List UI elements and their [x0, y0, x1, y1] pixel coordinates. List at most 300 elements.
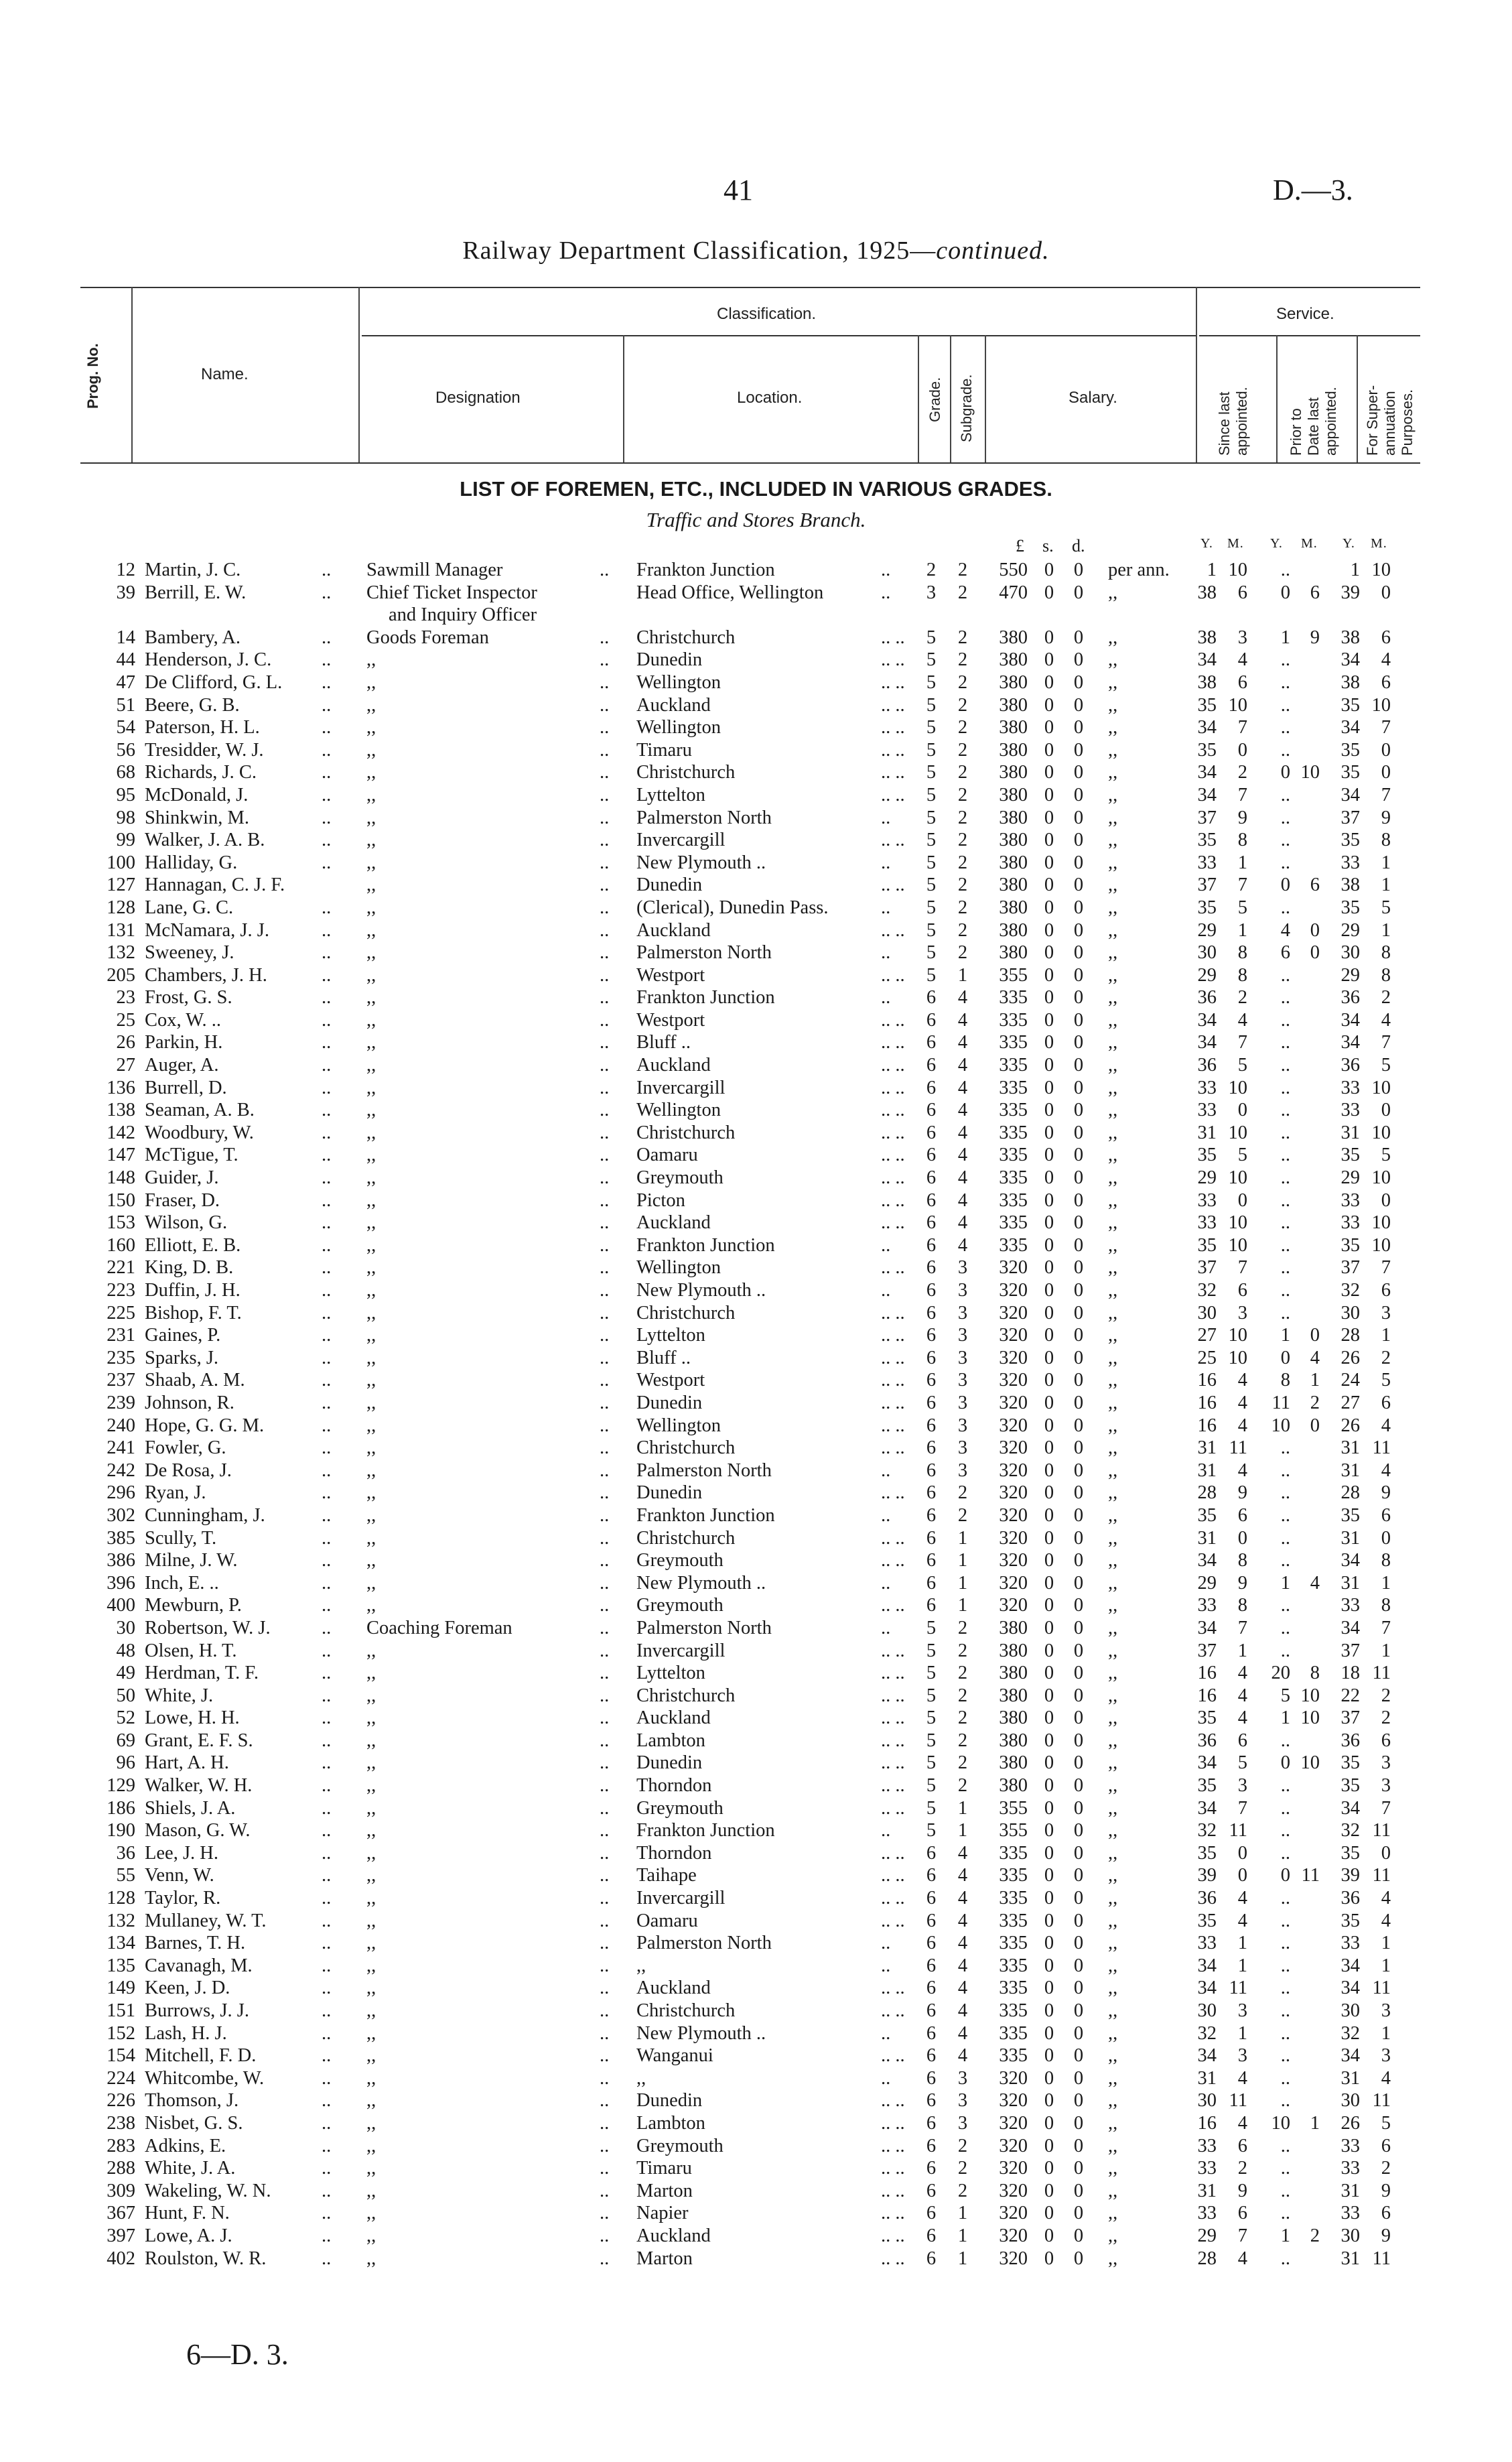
cell-y2: ..: [1280, 2022, 1290, 2044]
cell-pounds: 335: [999, 1234, 1028, 1256]
cell-per: ,,: [1108, 2135, 1118, 2156]
cell-y3: 39: [1341, 1865, 1360, 1886]
cell-name: Seaman, A. B.: [145, 1100, 255, 1121]
cell-y1: 36: [1197, 987, 1217, 1009]
cell-d2: ..: [600, 1145, 610, 1166]
cell-loc: Dunedin: [636, 2090, 703, 2112]
cell-y1: 35: [1197, 897, 1217, 918]
cell-s: 0: [1044, 627, 1054, 648]
cell-per: ,,: [1108, 987, 1118, 1009]
cell-d3: .. ..: [881, 1595, 905, 1616]
cell-loc: (Clerical), Dunedin Pass.: [636, 897, 829, 918]
cell-m1: 4: [1237, 1392, 1247, 1413]
cell-y2: 8: [1280, 1370, 1290, 1391]
cell-grade: 6: [926, 1325, 937, 1346]
cell-d3: .. ..: [881, 1009, 905, 1031]
cell-m3: 2: [1381, 1685, 1391, 1706]
cell-y2: ..: [1280, 1189, 1290, 1211]
cell-y3: 22: [1341, 1685, 1360, 1706]
table-row: [0, 1099, 1512, 1122]
cell-pounds: 380: [999, 1775, 1028, 1797]
cell-desig: ,,: [366, 2180, 376, 2201]
cell-s: 0: [1044, 1640, 1054, 1661]
cell-m3: 6: [1381, 1392, 1391, 1413]
cell-d1: ..: [322, 1707, 332, 1729]
cell-y3: 30: [1341, 2000, 1360, 2021]
cell-s: 0: [1044, 1572, 1054, 1594]
cell-d3: .. ..: [881, 739, 905, 761]
cell-d1: ..: [322, 1234, 332, 1256]
cell-m1: 4: [1237, 1415, 1247, 1436]
cell-y1: 38: [1197, 582, 1217, 603]
cell-d3: ..: [881, 1280, 891, 1301]
cell-d3: ..: [881, 1955, 891, 1976]
cell-d1: ..: [322, 1212, 332, 1234]
cell-desig: ,,: [366, 1055, 376, 1076]
cell-m3: 3: [1381, 1752, 1391, 1774]
cell-grade: 6: [926, 1595, 937, 1616]
cell-d1: ..: [322, 560, 332, 580]
cell-y2: ..: [1280, 1820, 1290, 1841]
cell-s: 0: [1044, 2158, 1054, 2179]
cell-per: ,,: [1108, 1550, 1118, 1571]
table-row: [0, 1009, 1512, 1032]
cell-m1: 10: [1228, 1325, 1247, 1346]
cell-y3: 35: [1341, 1234, 1360, 1256]
cell-d3: .. ..: [881, 2045, 905, 2067]
cell-y1: 16: [1197, 1415, 1217, 1436]
cell-y1: 37: [1197, 1640, 1217, 1661]
cell-d: 0: [1073, 784, 1084, 805]
cell-d2: ..: [600, 1797, 610, 1819]
cell-d1: ..: [322, 1685, 332, 1706]
cell-s: 0: [1044, 1325, 1054, 1346]
cell-name: Berrill, E. W.: [145, 582, 247, 603]
cell-y1: 38: [1197, 671, 1217, 693]
cell-desig: Sawmill Manager: [366, 560, 503, 580]
cell-name: Henderson, J. C.: [145, 649, 272, 671]
cell-desig: ,,: [366, 1640, 376, 1661]
cell-y2: ..: [1280, 671, 1290, 693]
cell-s: 0: [1044, 1032, 1054, 1053]
cell-m3: 0: [1381, 1842, 1391, 1864]
cell-grade: 6: [926, 2090, 937, 2112]
cell-loc: Christchurch: [636, 627, 736, 648]
cell-m2: 0: [1310, 1415, 1320, 1436]
cell-m1: 11: [1229, 2090, 1247, 2112]
cell-desig: ,,: [366, 1145, 376, 1166]
cell-d: 0: [1073, 897, 1084, 918]
cell-sub: 4: [957, 1009, 968, 1031]
cell-y3: 34: [1341, 1550, 1360, 1571]
cell-d: 0: [1073, 964, 1084, 986]
cell-loc: Invercargill: [636, 1640, 726, 1661]
cell-m3: 1: [1381, 919, 1391, 941]
cell-pounds: 335: [999, 1122, 1028, 1143]
cell-d3: .. ..: [881, 1865, 905, 1886]
cell-y1: 34: [1197, 717, 1217, 738]
cell-d2: ..: [600, 2112, 610, 2134]
table-row: [0, 1752, 1512, 1774]
cell-sub: 4: [957, 1888, 968, 1909]
cell-no: 138: [107, 1100, 135, 1121]
cell-d: 0: [1073, 739, 1084, 761]
cell-name: White, J. A.: [145, 2158, 236, 2179]
cell-y3: 31: [1341, 1527, 1360, 1549]
cell-d1: ..: [322, 1392, 332, 1413]
cell-m1: 4: [1237, 1370, 1247, 1391]
cell-name: Mullaney, W. T.: [145, 1910, 267, 1931]
cell-d: 0: [1073, 1032, 1084, 1053]
cell-grade: 5: [926, 942, 937, 964]
cell-d: 0: [1073, 1617, 1084, 1638]
cell-no: 48: [116, 1640, 135, 1661]
cell-name: Hunt, F. N.: [145, 2203, 230, 2224]
cell-per: ,,: [1108, 2000, 1118, 2021]
cell-y2: ..: [1280, 1280, 1290, 1301]
cell-desig: ,,: [366, 1572, 376, 1594]
cell-d2: ..: [600, 1009, 610, 1031]
cell-y2: ..: [1280, 2000, 1290, 2021]
cell-desig: ,,: [366, 987, 376, 1009]
cell-name: Guider, J.: [145, 1167, 219, 1189]
cell-per: ,,: [1108, 897, 1118, 918]
cell-y2: ..: [1280, 1302, 1290, 1323]
cell-y1: 29: [1197, 1167, 1217, 1189]
cell-s: 0: [1044, 2180, 1054, 2201]
cell-m3: 6: [1381, 1280, 1391, 1301]
cell-per: ,,: [1108, 942, 1118, 964]
cell-sub: 3: [957, 1460, 968, 1481]
cell-m1: 6: [1237, 2203, 1247, 2224]
cell-y2: ..: [1280, 1910, 1290, 1931]
cell-loc: Picton: [636, 1189, 685, 1211]
cell-no: 26: [116, 1032, 135, 1053]
cell-grade: 5: [926, 627, 937, 648]
cell-no: 240: [107, 1415, 135, 1436]
cell-desig: ,,: [366, 1797, 376, 1819]
cell-m2: 8: [1310, 1663, 1320, 1684]
cell-d1: ..: [322, 1752, 332, 1774]
cell-grade: 6: [926, 1527, 937, 1549]
cell-d3: .. ..: [881, 1685, 905, 1706]
cell-sub: 3: [957, 2067, 968, 2089]
cell-desig: ,,: [366, 2045, 376, 2067]
cell-s: 0: [1044, 1550, 1054, 1571]
table-row: [0, 897, 1512, 919]
cell-m1: 10: [1228, 1212, 1247, 1234]
cell-m3: 1: [1381, 1325, 1391, 1346]
cell-y1: 33: [1197, 1100, 1217, 1121]
cell-d1: ..: [322, 1077, 332, 1098]
cell-d: 0: [1073, 987, 1084, 1009]
cell-y1: 34: [1197, 1978, 1217, 1999]
table-row: [0, 1910, 1512, 1933]
cell-d1: ..: [322, 717, 332, 738]
cell-d3: ..: [881, 2067, 891, 2089]
cell-loc: Greymouth: [636, 1167, 724, 1189]
cell-sub: 4: [957, 2022, 968, 2044]
cell-sub: 4: [957, 1842, 968, 1864]
cell-m3: 2: [1381, 987, 1391, 1009]
cell-pounds: 380: [999, 874, 1028, 896]
cell-y3: 34: [1341, 1797, 1360, 1819]
cell-m1: 0: [1237, 1527, 1247, 1549]
cell-y3: 34: [1341, 1032, 1360, 1053]
cell-pounds: 320: [999, 1572, 1028, 1594]
prior-to-header: Prior to Date last appointed.: [1288, 387, 1339, 456]
cell-sub: 4: [957, 1955, 968, 1976]
cell-d1: ..: [322, 1617, 332, 1638]
cell-m1: 4: [1237, 2248, 1247, 2269]
cell-d1: ..: [322, 649, 332, 671]
cell-loc: Dunedin: [636, 1752, 703, 1774]
table-row: [0, 1977, 1512, 2000]
cell-sub: 3: [957, 1392, 968, 1413]
cell-s: 0: [1044, 560, 1054, 580]
cell-y2: ..: [1280, 1640, 1290, 1661]
cell-name: Halliday, G.: [145, 852, 238, 873]
cell-name: King, D. B.: [145, 1257, 234, 1279]
cell-m1: 6: [1237, 1504, 1247, 1526]
cell-grade: 6: [926, 1167, 937, 1189]
cell-s: 0: [1044, 1234, 1054, 1256]
cell-name: Roulston, W. R.: [145, 2248, 267, 2269]
cell-pounds: 380: [999, 1685, 1028, 1706]
cell-grade: 6: [926, 1865, 937, 1886]
table-row: [0, 942, 1512, 964]
cell-y2: ..: [1280, 897, 1290, 918]
cell-y2: ..: [1280, 2090, 1290, 2112]
classification-rule: [362, 335, 1196, 336]
cell-d3: .. ..: [881, 762, 905, 783]
cell-d1: ..: [322, 919, 332, 941]
cell-desig: ,,: [366, 897, 376, 918]
cell-d: 0: [1073, 649, 1084, 671]
cell-d1: ..: [322, 2203, 332, 2224]
table-row: [0, 1685, 1512, 1707]
cell-per: ,,: [1108, 762, 1118, 783]
cell-no: 153: [107, 1212, 135, 1234]
cell-pounds: 380: [999, 897, 1028, 918]
cell-d3: .. ..: [881, 1077, 905, 1098]
cell-no: 397: [107, 2225, 135, 2246]
cell-loc: Timaru: [636, 739, 692, 761]
cell-d3: .. ..: [881, 1797, 905, 1819]
cell-m2: 0: [1310, 942, 1320, 964]
cell-grade: 5: [926, 1797, 937, 1819]
cell-m1: 1: [1237, 1933, 1247, 1954]
cell-name: Gaines, P.: [145, 1325, 221, 1346]
cell-desig: ,,: [366, 1730, 376, 1751]
cell-name: Ryan, J.: [145, 1482, 206, 1504]
cell-no: 186: [107, 1797, 135, 1819]
cell-d: 0: [1073, 807, 1084, 828]
cell-s: 0: [1044, 671, 1054, 693]
cell-d3: .. ..: [881, 1888, 905, 1909]
cell-y2: ..: [1280, 1933, 1290, 1954]
cell-desig: ,,: [366, 1347, 376, 1368]
cell-per: ,,: [1108, 1167, 1118, 1189]
cell-d1: ..: [322, 1888, 332, 1909]
cell-d1: ..: [322, 2000, 332, 2021]
cell-per: ,,: [1108, 1617, 1118, 1638]
cell-d3: ..: [881, 582, 891, 603]
cell-d: 0: [1073, 1347, 1084, 1368]
cell-name: Lowe, H. H.: [145, 1707, 240, 1729]
cell-no: 238: [107, 2112, 135, 2134]
cell-grade: 6: [926, 1572, 937, 1594]
table-row: [0, 1617, 1512, 1640]
cell-grade: 6: [926, 1077, 937, 1098]
cell-d: 0: [1073, 2135, 1084, 2156]
cell-grade: 6: [926, 2067, 937, 2089]
cell-no: 296: [107, 1482, 135, 1504]
cell-desig: ,,: [366, 1752, 376, 1774]
cell-y1: 33: [1197, 2135, 1217, 2156]
cell-loc: Palmerston North: [636, 1933, 772, 1954]
cell-pounds: 320: [999, 1392, 1028, 1413]
cell-pounds: 320: [999, 1347, 1028, 1368]
cell-per: ,,: [1108, 1730, 1118, 1751]
cell-y2: ..: [1280, 2158, 1290, 2179]
table-row: [0, 1819, 1512, 1842]
cell-y3: 29: [1341, 919, 1360, 941]
cell-d1: ..: [322, 1775, 332, 1797]
header-divider: [131, 287, 133, 462]
cell-d3: ..: [881, 1460, 891, 1481]
cell-d: 0: [1073, 1842, 1084, 1864]
cell-grade: 5: [926, 1775, 937, 1797]
cell-y1: 37: [1197, 807, 1217, 828]
cell-d2: ..: [600, 717, 610, 738]
cell-sub: 2: [957, 1617, 968, 1638]
cell-y1: 34: [1197, 1752, 1217, 1774]
cell-sub: 2: [957, 2158, 968, 2179]
cell-d3: .. ..: [881, 2158, 905, 2179]
cell-d1: ..: [322, 1122, 332, 1143]
cell-m3: 5: [1381, 1370, 1391, 1391]
cell-sub: 3: [957, 1302, 968, 1323]
cell-pounds: 320: [999, 1257, 1028, 1279]
table-row: [0, 1077, 1512, 1100]
cell-y1: 33: [1197, 2203, 1217, 2224]
cell-y2: ..: [1280, 1730, 1290, 1751]
cell-name: Bambery, A.: [145, 627, 241, 648]
name-header: Name.: [201, 365, 249, 383]
header-divider: [1196, 287, 1197, 462]
cell-grade: 6: [926, 1415, 937, 1436]
cell-grade: 6: [926, 1504, 937, 1526]
cell-y3: 26: [1341, 1415, 1360, 1436]
cell-y2: 10: [1271, 2112, 1290, 2134]
table-header: [0, 0, 1512, 469]
cell-d3: .. ..: [881, 2000, 905, 2021]
cell-sub: 2: [957, 1504, 968, 1526]
cell-d1: ..: [322, 627, 332, 648]
cell-m3: 11: [1372, 1820, 1391, 1841]
table-row: [0, 2112, 1512, 2135]
cell-s: 0: [1044, 1392, 1054, 1413]
cell-m2: 0: [1310, 919, 1320, 941]
cell-name: Wilson, G.: [145, 1212, 228, 1234]
cell-d1: ..: [322, 1978, 332, 1999]
cell-y1: 31: [1197, 1122, 1217, 1143]
table-row: [0, 1955, 1512, 1978]
cell-per: ,,: [1108, 2248, 1118, 2269]
cell-m3: 1: [1381, 2022, 1391, 2044]
cell-sub: 1: [957, 1595, 968, 1616]
cell-y3: 30: [1341, 2225, 1360, 2246]
cell-sub: 2: [957, 807, 968, 828]
cell-d1: ..: [322, 964, 332, 986]
table-row: [0, 1707, 1512, 1730]
cell-y3: 38: [1341, 874, 1360, 896]
header-divider: [918, 335, 919, 462]
cell-d: 0: [1073, 830, 1084, 851]
cell-y3: 37: [1341, 1257, 1360, 1279]
cell-d2: ..: [600, 964, 610, 986]
cell-pounds: 335: [999, 1032, 1028, 1053]
cell-pounds: 380: [999, 807, 1028, 828]
cell-m1: 1: [1237, 1955, 1247, 1976]
cell-per: ,,: [1108, 2180, 1118, 2201]
cell-y1: 29: [1197, 1572, 1217, 1594]
cell-s: 0: [1044, 1797, 1054, 1819]
cell-name: McNamara, J. J.: [145, 919, 269, 941]
cell-pounds: 335: [999, 2022, 1028, 2044]
cell-loc: Christchurch: [636, 2000, 736, 2021]
cell-m1: 4: [1237, 1888, 1247, 1909]
cell-y2: ..: [1280, 1527, 1290, 1549]
table-row: [0, 1234, 1512, 1257]
cell-s: 0: [1044, 874, 1054, 896]
cell-y1: 33: [1197, 1077, 1217, 1098]
cell-loc: Auckland: [636, 919, 711, 941]
cell-no: 54: [116, 717, 135, 738]
cell-y3: 33: [1341, 1212, 1360, 1234]
classification-header: Classification.: [717, 305, 817, 323]
cell-name: Olsen, H. T.: [145, 1640, 237, 1661]
cell-pounds: 320: [999, 1325, 1028, 1346]
cell-no: 237: [107, 1370, 135, 1391]
cell-d2: ..: [600, 1122, 610, 1143]
cell-pounds: 320: [999, 2112, 1028, 2134]
cell-per: ,,: [1108, 2112, 1118, 2134]
cell-desig: ,,: [366, 2135, 376, 2156]
cell-m3: 7: [1381, 784, 1391, 805]
cell-no: 128: [107, 897, 135, 918]
cell-m3: 0: [1381, 1527, 1391, 1549]
cell-y2: ..: [1280, 1145, 1290, 1166]
cell-name: Burrows, J. J.: [145, 2000, 249, 2021]
cell-pounds: 320: [999, 2067, 1028, 2089]
cell-m3: 7: [1381, 717, 1391, 738]
cell-sub: 3: [957, 1347, 968, 1368]
cell-d: 0: [1073, 1325, 1084, 1346]
cell-s: 0: [1044, 1955, 1054, 1976]
cell-grade: 5: [926, 874, 937, 896]
cell-y2: 20: [1271, 1663, 1290, 1684]
cell-y3: 35: [1341, 694, 1360, 716]
cell-y3: 31: [1341, 1460, 1360, 1481]
cell-m1: 7: [1237, 2225, 1247, 2246]
cell-desig: ,,: [366, 1280, 376, 1301]
table-row: [0, 1932, 1512, 1955]
cell-y1: 29: [1197, 964, 1217, 986]
cell-m3: 9: [1381, 807, 1391, 828]
cell-desig: ,,: [366, 2022, 376, 2044]
